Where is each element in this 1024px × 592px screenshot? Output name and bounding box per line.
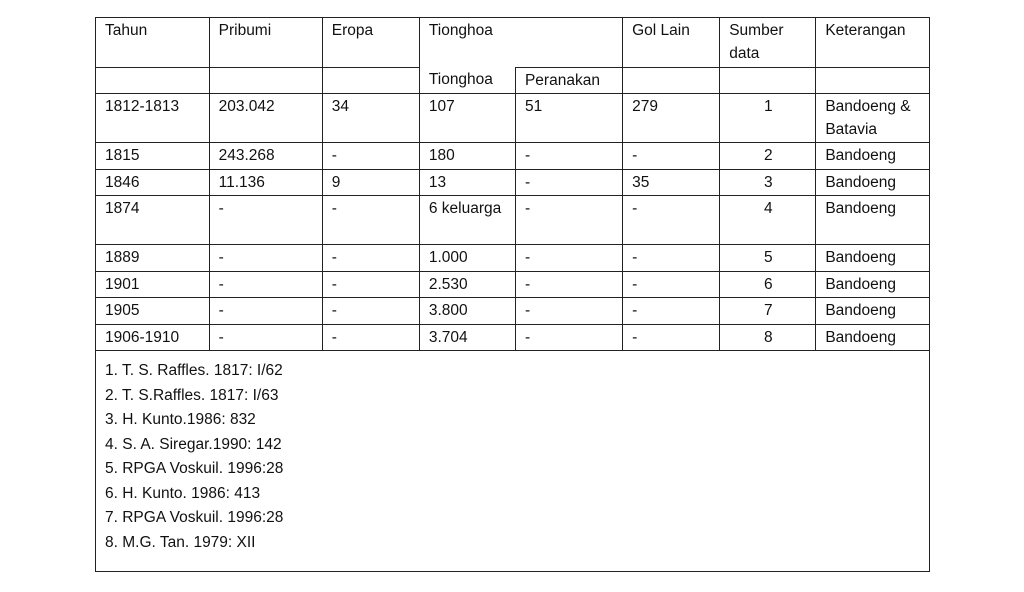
cell-sumber: 3: [720, 169, 816, 196]
cell-gol-lain: 35: [623, 169, 720, 196]
table-row: [96, 271, 929, 298]
cell-tahun: 1906-1910: [96, 324, 209, 351]
cell-gol-lain: -: [623, 298, 720, 325]
source-item: 1. T. S. Raffles. 1817: I/62: [105, 362, 283, 379]
cell-tahun: 1905: [96, 298, 209, 325]
cell-eropa: -: [322, 245, 419, 272]
table-row: [96, 169, 929, 196]
cell-tahun: 1901: [96, 271, 209, 298]
cell-tionghoa: 1.000: [419, 245, 515, 272]
cell-tahun: 1812-1813: [96, 94, 209, 143]
cell-sumber: 4: [720, 196, 816, 245]
source-item: 6. H. Kunto. 1986: 413: [105, 484, 261, 502]
cell-tionghoa: 2.530: [419, 271, 515, 298]
cell-pribumi: -: [209, 324, 322, 351]
cell-tionghoa: 107: [419, 94, 515, 143]
cell-gol-lain: -: [623, 196, 720, 245]
header-tionghoa: Tionghoa: [419, 18, 622, 67]
source-item: 8. M.G. Tan. 1979: XII: [105, 533, 256, 551]
cell-gol-lain: -: [623, 271, 720, 298]
cell-pribumi: 203.042: [209, 94, 322, 143]
population-table: [96, 18, 929, 351]
table-row: [96, 196, 929, 245]
cell-tionghoa: 13: [419, 169, 515, 196]
subheader-peranakan: Peranakan: [515, 67, 622, 94]
cell-peranakan: -: [515, 169, 622, 196]
header-eropa: Eropa: [322, 18, 419, 67]
cell-tionghoa: 6 keluarga: [419, 196, 515, 245]
cell-eropa: -: [322, 298, 419, 325]
cell-eropa: -: [322, 324, 419, 351]
table-row: [96, 245, 929, 272]
cell-pribumi: -: [209, 245, 322, 272]
cell-gol-lain: -: [623, 324, 720, 351]
cell-gol-lain: 279: [623, 94, 720, 143]
cell-tahun: 1846: [96, 169, 209, 196]
cell-keterangan: Bandoeng: [816, 298, 929, 325]
cell-keterangan: Bandoeng: [816, 245, 929, 272]
cell-keterangan: Bandoeng: [816, 196, 929, 245]
subheader-empty: [209, 67, 322, 94]
subheader-empty: [322, 67, 419, 94]
header-gol-lain: Gol Lain: [623, 18, 720, 67]
source-item: 3. H. Kunto.1986: 832: [105, 411, 256, 428]
cell-eropa: -: [322, 271, 419, 298]
cell-sumber: 6: [720, 271, 816, 298]
source-item: 5. RPGA Voskuil. 1996:28: [105, 460, 284, 477]
table-row: [96, 94, 929, 143]
subheader-row: [96, 67, 929, 94]
header-sumber-data: Sumber data: [720, 18, 816, 67]
subheader-empty: [623, 67, 720, 94]
cell-peranakan: -: [515, 245, 622, 272]
cell-tahun: 1874: [96, 196, 209, 245]
cell-peranakan: -: [515, 271, 622, 298]
cell-sumber: 2: [720, 143, 816, 170]
cell-pribumi: -: [209, 298, 322, 325]
source-item: 2. T. S.Raffles. 1817: I/63: [105, 386, 279, 404]
table-row: [96, 298, 929, 325]
cell-sumber: 1: [720, 94, 816, 143]
cell-sumber: 8: [720, 324, 816, 351]
cell-sumber: 7: [720, 298, 816, 325]
cell-eropa: 9: [322, 169, 419, 196]
subheader-empty: [720, 67, 816, 94]
cell-tionghoa: 3.704: [419, 324, 515, 351]
table-row: [96, 143, 929, 170]
cell-peranakan: -: [515, 143, 622, 170]
header-tahun: Tahun: [96, 18, 209, 67]
subheader-tionghoa: Tionghoa: [419, 67, 515, 94]
cell-eropa: -: [322, 143, 419, 170]
source-item: 7. RPGA Voskuil. 1996:28: [105, 509, 284, 526]
cell-pribumi: 11.136: [209, 169, 322, 196]
cell-peranakan: -: [515, 196, 622, 245]
cell-peranakan: 51: [515, 94, 622, 143]
cell-eropa: -: [322, 196, 419, 245]
cell-gol-lain: -: [623, 143, 720, 170]
population-table-frame: [95, 17, 930, 572]
cell-peranakan: -: [515, 298, 622, 325]
cell-peranakan: -: [515, 324, 622, 351]
cell-keterangan: Bandoeng: [816, 143, 929, 170]
cell-keterangan: Bandoeng: [816, 324, 929, 351]
subheader-empty: [96, 67, 209, 94]
table-row: [96, 324, 929, 351]
source-item: 4. S. A. Siregar.1990: 142: [105, 435, 282, 453]
cell-keterangan: Bandoeng: [816, 169, 929, 196]
cell-pribumi: 243.268: [209, 143, 322, 170]
header-keterangan: Keterangan: [816, 18, 929, 67]
cell-eropa: 34: [322, 94, 419, 143]
cell-pribumi: -: [209, 196, 322, 245]
cell-keterangan: Bandoeng & Batavia: [816, 94, 929, 143]
cell-tionghoa: 180: [419, 143, 515, 170]
cell-gol-lain: -: [623, 245, 720, 272]
cell-pribumi: -: [209, 271, 322, 298]
cell-tionghoa: 3.800: [419, 298, 515, 325]
source-list: [105, 359, 283, 555]
cell-keterangan: Bandoeng: [816, 271, 929, 298]
header-pribumi: Pribumi: [209, 18, 322, 67]
cell-sumber: 5: [720, 245, 816, 272]
cell-tahun: 1889: [96, 245, 209, 272]
subheader-empty: [816, 67, 929, 94]
cell-tahun: 1815: [96, 143, 209, 170]
header-row: [96, 18, 929, 67]
